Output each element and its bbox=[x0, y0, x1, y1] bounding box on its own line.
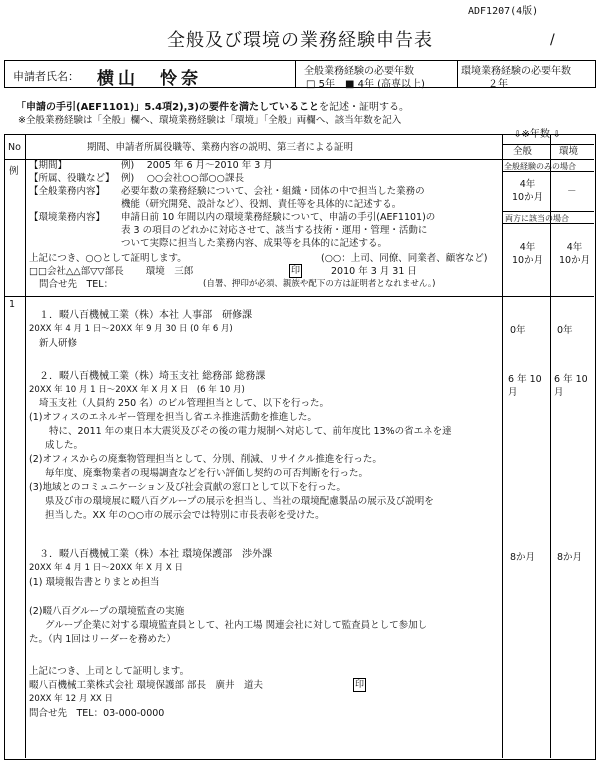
entry-cert-date[interactable]: 20XX 年 12 月 XX 日 bbox=[29, 694, 113, 704]
seal-stamp: 印 bbox=[355, 680, 365, 690]
example-cert-note: (○○：上司、同僚、同業者、顧客など) bbox=[321, 253, 488, 264]
item2-line[interactable]: 県及び市の環境展に畷八百グループの展示を担当し、当社の環境配慮製品の展示及び説明を bbox=[45, 496, 434, 507]
item3-title[interactable]: ３．畷八百機械工業（株）本社 環境保護部 渉外課 bbox=[39, 549, 273, 560]
item3-general-years[interactable]: 8か月 bbox=[510, 552, 536, 563]
item2-line[interactable]: (3)地域とのコミュニケーション及び社会貢献の窓口として以下を行った。 bbox=[29, 482, 346, 493]
document-id: ADF1207(4版) bbox=[468, 6, 539, 17]
item2-env-years[interactable]: 6 年 10 月 bbox=[554, 374, 588, 398]
item1-period[interactable]: 20XX 年 4 月 1 日～20XX 年 9 月 30 日 (0 年 6 月) bbox=[29, 324, 233, 334]
item1-env-years[interactable]: 0年 bbox=[557, 325, 573, 336]
page-title: 全般及び環境の業務経験申告表 bbox=[167, 30, 433, 51]
entry-cert-signer[interactable]: 畷八百機械工業株式会社 環境保護部 部長 廣井 道夫 bbox=[29, 680, 264, 691]
example-period-value: 例) 2005 年 6 月～2010 年 3 月 bbox=[121, 160, 273, 171]
item3-line[interactable]: (2)畷八百グループの環境監査の実施 bbox=[29, 606, 185, 617]
item2-title[interactable]: ２．畷八百機械工業（株）埼玉支社 総務部 総務課 bbox=[39, 371, 266, 382]
both-env-years: 4年 10か月 bbox=[559, 242, 591, 266]
col-header-general: 全般 bbox=[513, 146, 533, 157]
col-header-env: 環境 bbox=[559, 146, 579, 157]
item3-line[interactable]: (1) 環境報告書とりまとめ担当 bbox=[29, 577, 160, 588]
item2-line[interactable]: 特に、2011 年の東日本大震災及びその後の電力規制へ対応して、前年度比 13%の省エネを達 bbox=[49, 426, 452, 437]
general-only-general-years: 4年 10か月 bbox=[512, 179, 544, 203]
example-position-label: 【所属、役職など】 bbox=[29, 173, 115, 184]
experience-table bbox=[4, 134, 596, 760]
col-header-no: No bbox=[8, 142, 21, 153]
requirement-rest: を記述・証明する。 bbox=[318, 102, 409, 113]
both-label: 両方に該当の場合 bbox=[505, 214, 569, 223]
requirement-line-2: ※全般業務経験は「全般」欄へ、環境業務経験は「環境」「全般」両欄へ、該当年数を記入 bbox=[18, 115, 402, 126]
arrow-down-icon: ⇩ bbox=[514, 130, 522, 140]
example-cert-contact-note: (自署、押印が必須、親族や配下の方は証明者となれません。) bbox=[203, 279, 436, 289]
example-no: 例 bbox=[9, 166, 19, 177]
general-req-options[interactable]: □ 5年 ■ 4年 (高専以上) bbox=[306, 79, 425, 90]
col-header-description: 期間、申請者所属役職等、業務内容の説明、第三者による証明 bbox=[87, 142, 354, 153]
env-req-label: 環境業務経験の必要年数 bbox=[461, 66, 571, 77]
example-cert-contact: 問合せ先 TEL： bbox=[39, 279, 114, 290]
item1-title[interactable]: １．畷八百機械工業（株）本社 人事部 研修課 bbox=[39, 310, 253, 321]
example-cert-date: 2010 年 3 月 31 日 bbox=[331, 266, 417, 277]
item2-line[interactable]: 埼玉支社（人員約 250 名）のビル管理担当として、以下を行った。 bbox=[39, 398, 329, 409]
item2-line[interactable]: 毎年度、廃棄物業者の現場調査などを行い評価し契約の可否判断を行った。 bbox=[45, 468, 369, 479]
arrow-down-icon: ⇩ bbox=[553, 130, 561, 140]
years-header: ⇩※年数 ⇩ bbox=[514, 129, 561, 140]
seal-stamp: 印 bbox=[291, 266, 301, 276]
item3-env-years[interactable]: 8か月 bbox=[557, 552, 583, 563]
item1-general-years[interactable]: 0年 bbox=[510, 325, 526, 336]
example-period-label: 【期間】 bbox=[29, 160, 68, 171]
example-cert-line: 上記につき、○○として証明します。 bbox=[29, 253, 187, 264]
example-general-label: 【全般業務内容】 bbox=[29, 186, 106, 197]
item2-line[interactable]: (1)オフィスのエネルギー管理を担当し省エネ推進活動を推進した。 bbox=[29, 412, 317, 423]
item3-period[interactable]: 20XX 年 4 月 1 日～20XX 年 X 月 X 日 bbox=[29, 563, 183, 573]
both-general-years: 4年 10か月 bbox=[512, 242, 544, 266]
applicant-name-cell bbox=[5, 61, 295, 87]
example-general-line: 必要年数の業務経験について、会社・組織・団体の中で担当した業務の bbox=[121, 186, 425, 197]
example-cert-signer: □□会社△△部▽▽部長 環境 三郎 bbox=[29, 266, 194, 277]
entry-no: 1 bbox=[9, 299, 16, 310]
env-req-value[interactable]: ２年 bbox=[488, 79, 508, 90]
requirement-line-1 bbox=[16, 98, 409, 113]
general-only-label: 全般経験のみの場合 bbox=[504, 162, 576, 171]
applicant-header bbox=[4, 60, 596, 88]
item3-line[interactable]: た。（内 1回はリーダーを務めた） bbox=[29, 634, 176, 645]
applicant-name-label: 申請者氏名： bbox=[13, 70, 79, 83]
env-requirement-cell bbox=[457, 61, 595, 90]
example-env-line: ついて実際に担当した業務内容、成果等を具体的に記述する。 bbox=[121, 238, 388, 249]
item2-general-years[interactable]: 6 年 10 月 bbox=[508, 374, 542, 398]
page-slash: / bbox=[550, 32, 555, 48]
general-requirement-cell bbox=[295, 61, 457, 90]
requirement-bold: 「申請の手引(AEF1101)」5.4項2),3)の要件を満たしていること bbox=[16, 102, 319, 113]
entry-cert-line[interactable]: 上記につき、上司として証明します。 bbox=[29, 666, 190, 677]
example-position-value: 例) ○○会社○○部○○課長 bbox=[121, 173, 244, 184]
example-env-label: 【環境業務内容】 bbox=[29, 212, 106, 223]
item2-line[interactable]: (2)オフィスからの廃棄物管理担当として、分別、削減、リサイクル推進を行った。 bbox=[29, 454, 382, 465]
example-general-line: 機能（研究開発、設計など）、役割、責任等を具体的に記述する。 bbox=[121, 199, 402, 210]
item3-line[interactable]: グループ企業に対する環境監査員として、社内工場 関連会社に対して監査員として参加し bbox=[45, 620, 428, 631]
example-env-line: 申請日前 10 年間以内の環境業務経験について、申請の手引(AEF1101)の bbox=[121, 212, 436, 223]
general-req-label: 全般業務経験の必要年数 bbox=[304, 66, 414, 77]
item2-period[interactable]: 20XX 年 10 月 1 日～20XX 年 X 月 X 日 (6 年 10 月) bbox=[29, 385, 245, 395]
item2-line[interactable]: 担当した。XX 年の○○市の展示会では特別に市長表彰を受けた。 bbox=[45, 510, 325, 521]
applicant-name-value[interactable]: 横山 怜奈 bbox=[97, 69, 202, 89]
entry-cert-contact[interactable]: 問合せ先 TEL：03-000-0000 bbox=[29, 708, 165, 719]
item2-line[interactable]: 成した。 bbox=[45, 440, 84, 451]
example-env-line: 表 3 の項目のどれかに対応させて、該当する技術・運用・管理・活動に bbox=[121, 225, 428, 236]
item1-desc[interactable]: 新人研修 bbox=[39, 338, 78, 349]
general-only-env-years: － bbox=[567, 186, 577, 197]
